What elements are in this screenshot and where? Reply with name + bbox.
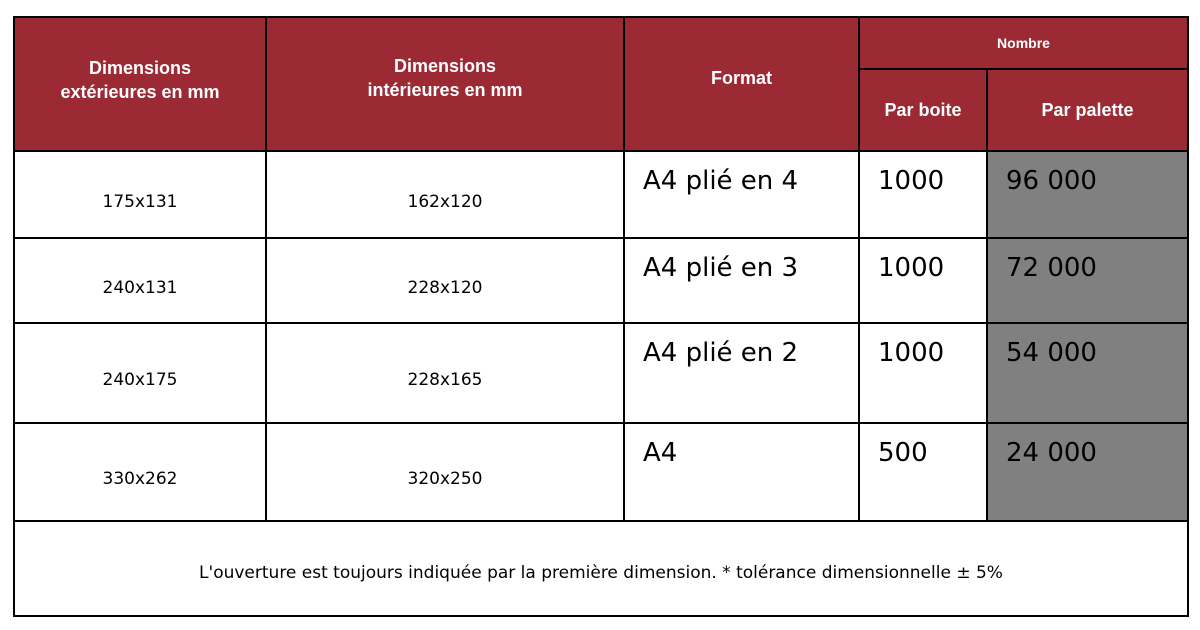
footer-note: L'ouverture est toujours indiquée par la première dimension. * tolérance dimensionnelle ± 5% bbox=[14, 521, 1188, 616]
header-nombre bbox=[859, 17, 1188, 69]
cell-par-boite bbox=[859, 238, 987, 323]
cell-format-text: A4 plié en 2 bbox=[643, 338, 799, 368]
cell-format bbox=[624, 238, 859, 323]
cell-ext-dimensions: 330x262 bbox=[14, 423, 266, 521]
header-par-palette bbox=[987, 69, 1188, 151]
cell-int-dimensions: 228x165 bbox=[266, 323, 624, 423]
header-format-label: Format bbox=[710, 68, 772, 88]
cell-par-palette-text: 96 000 bbox=[1006, 166, 1097, 196]
cell-par-boite bbox=[859, 423, 987, 521]
cell-format-text: A4 plié en 4 bbox=[643, 166, 799, 196]
cell-format-text: A4 plié en 3 bbox=[643, 253, 799, 283]
cell-par-boite-text: 500 bbox=[878, 438, 928, 468]
table-row bbox=[14, 423, 1188, 521]
cell-par-palette bbox=[987, 423, 1188, 521]
cell-par-boite bbox=[859, 323, 987, 423]
cell-ext-dimensions: 175x131 bbox=[14, 151, 266, 238]
cell-par-boite bbox=[859, 151, 987, 238]
cell-par-palette bbox=[987, 238, 1188, 323]
header-int-dimensions bbox=[266, 17, 624, 151]
table-row bbox=[14, 238, 1188, 323]
cell-format bbox=[624, 323, 859, 423]
header-format bbox=[624, 17, 859, 151]
cell-par-palette bbox=[987, 151, 1188, 238]
cell-format bbox=[624, 423, 859, 521]
cell-par-palette-text: 24 000 bbox=[1006, 438, 1097, 468]
cell-par-palette-text: 54 000 bbox=[1006, 338, 1097, 368]
cell-int-dimensions: 228x120 bbox=[266, 238, 624, 323]
envelope-spec-table bbox=[13, 16, 1189, 617]
cell-ext-dimensions: 240x175 bbox=[14, 323, 266, 423]
cell-par-palette-text: 72 000 bbox=[1006, 253, 1097, 283]
header-int-dimensions-label: Dimensions intérieures en mm bbox=[367, 56, 523, 100]
cell-format bbox=[624, 151, 859, 238]
cell-par-boite-text: 1000 bbox=[878, 253, 945, 283]
header-par-palette-label: Par palette bbox=[1041, 99, 1134, 120]
table-row bbox=[14, 151, 1188, 238]
cell-par-palette bbox=[987, 323, 1188, 423]
cell-int-dimensions: 320x250 bbox=[266, 423, 624, 521]
table-row bbox=[14, 323, 1188, 423]
header-par-boite-label: Par boite bbox=[884, 99, 962, 120]
header-par-boite bbox=[859, 69, 987, 151]
cell-par-boite-text: 1000 bbox=[878, 166, 945, 196]
header-ext-dimensions bbox=[14, 17, 266, 151]
cell-par-boite-text: 1000 bbox=[878, 338, 945, 368]
cell-format-text: A4 bbox=[643, 438, 678, 468]
header-nombre-label: Nombre bbox=[997, 35, 1050, 51]
header-ext-dimensions-label: Dimensions extérieures en mm bbox=[60, 58, 220, 102]
cell-int-dimensions: 162x120 bbox=[266, 151, 624, 238]
cell-ext-dimensions: 240x131 bbox=[14, 238, 266, 323]
